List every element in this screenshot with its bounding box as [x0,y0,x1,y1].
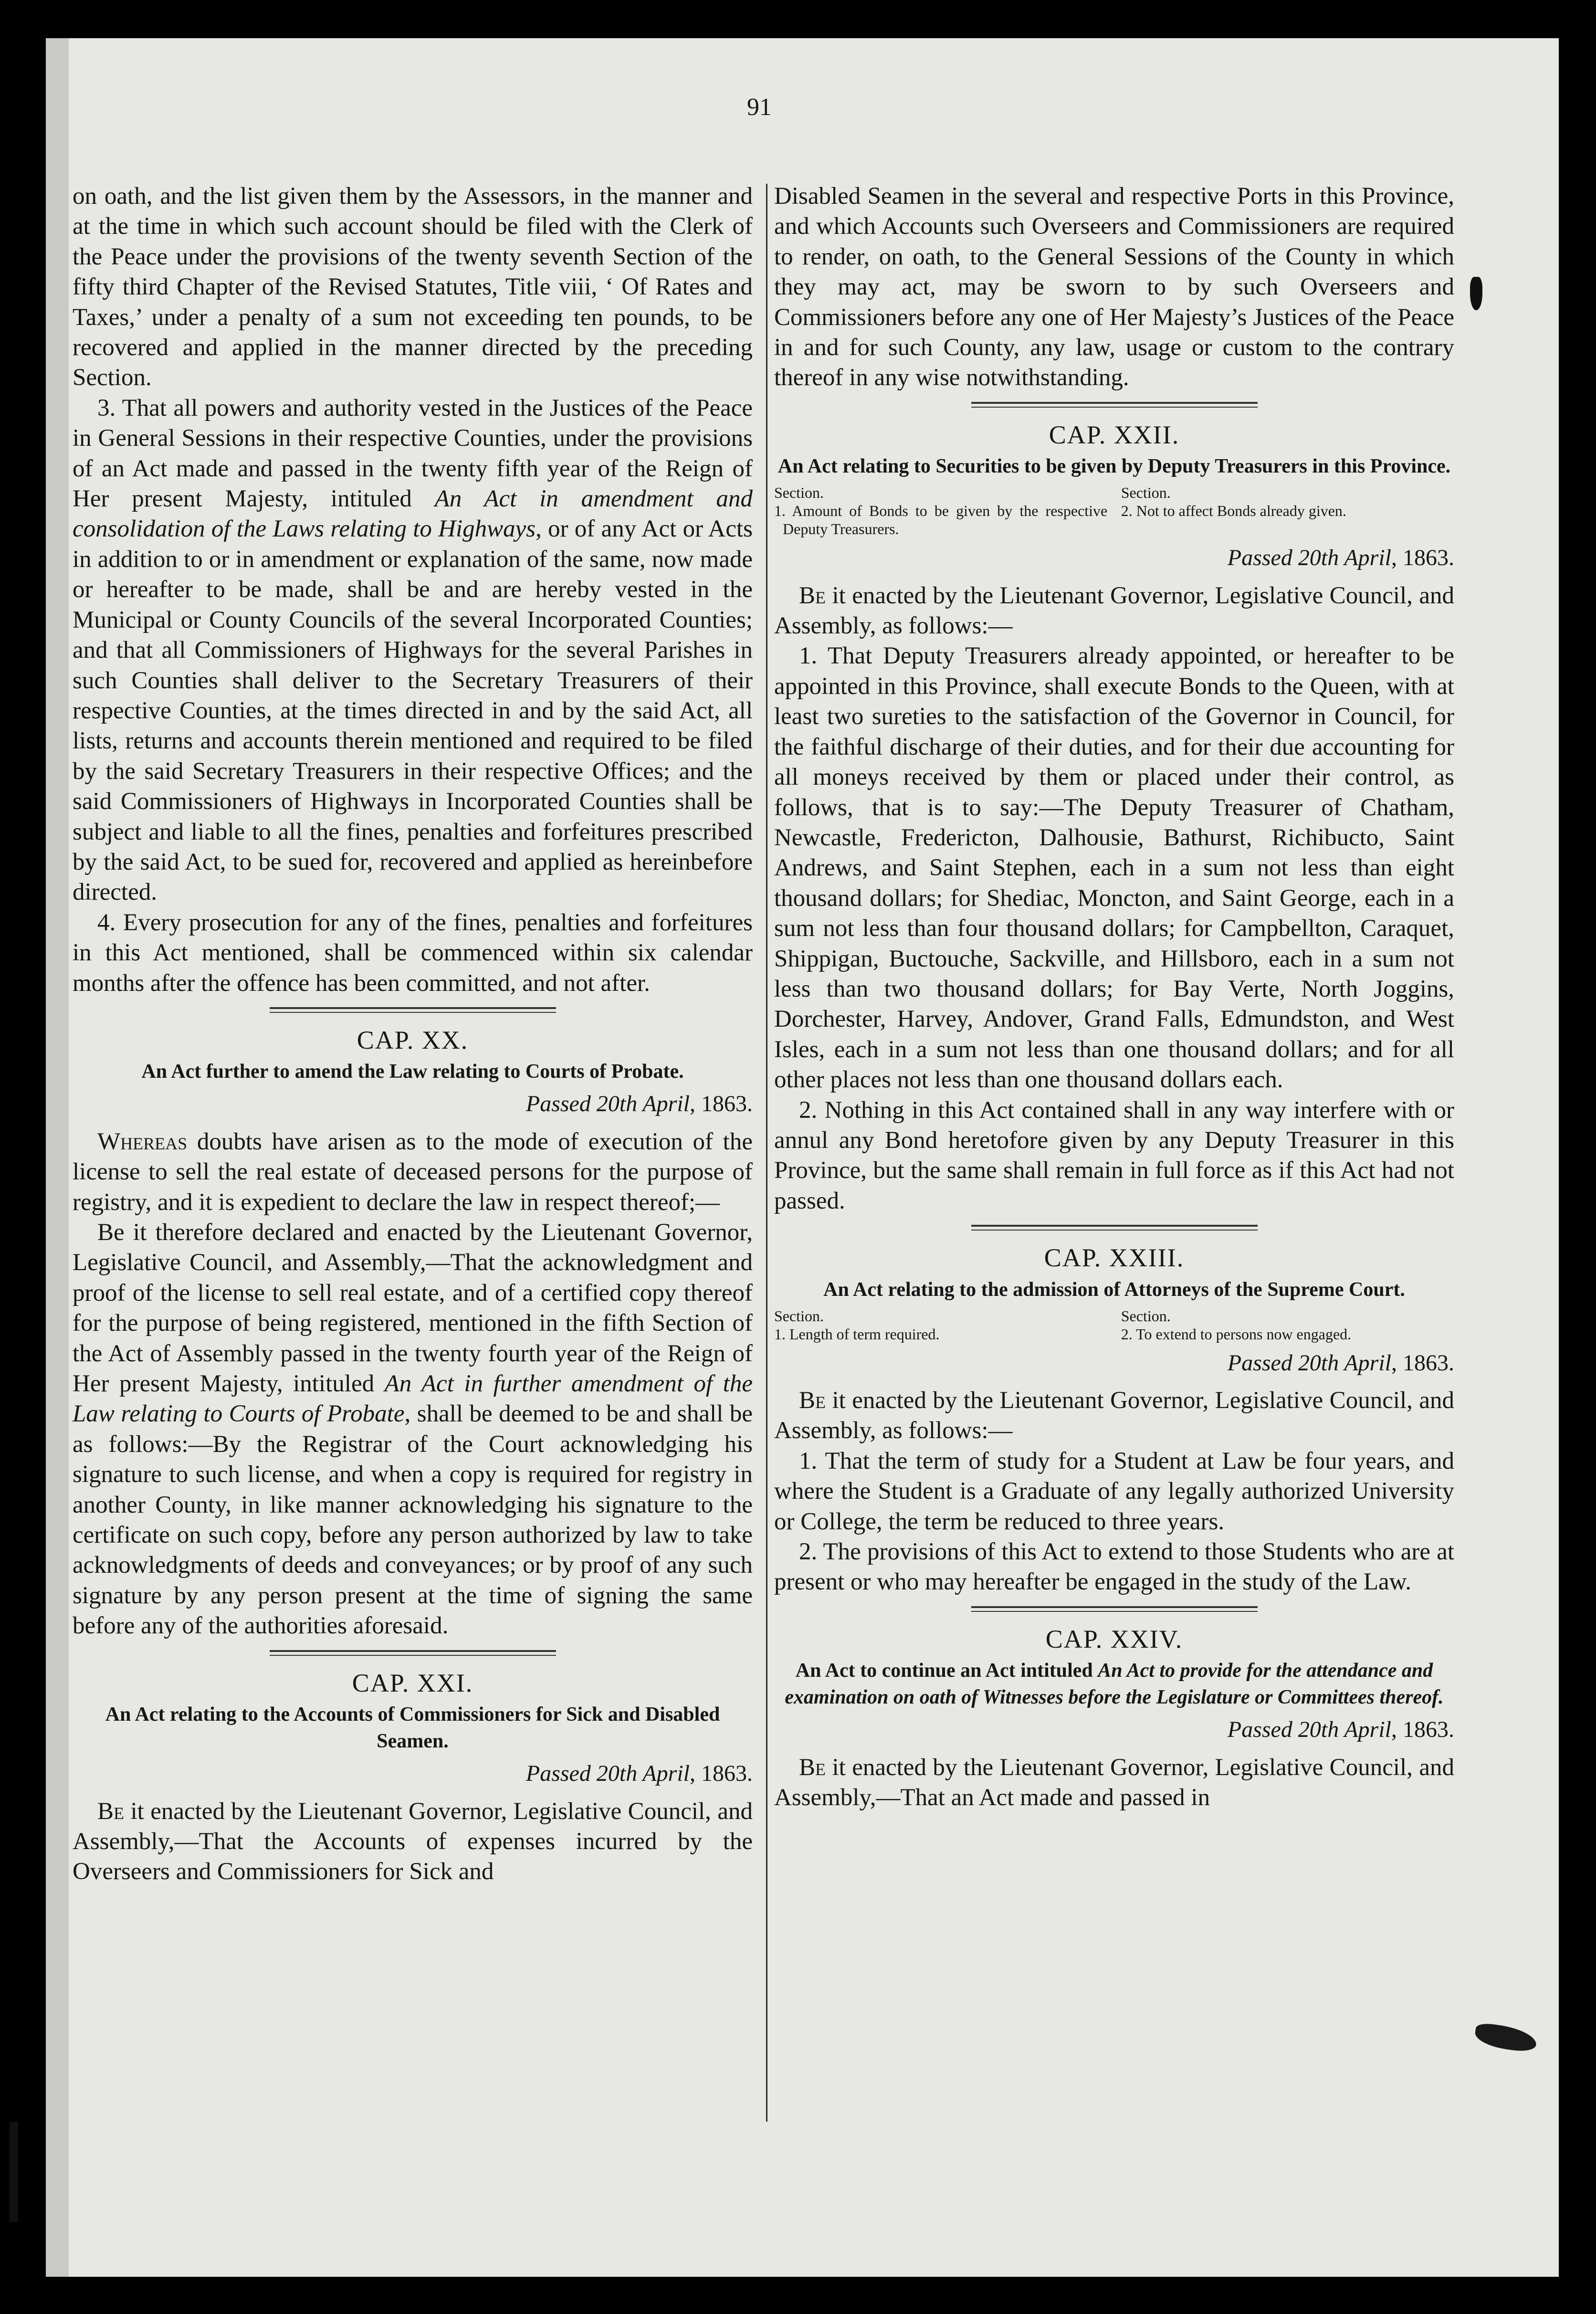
section-index-item: 1. Length of term required. [774,1325,940,1343]
chapter-heading: CAP. XXIV. [1045,1624,1183,1653]
act-title: An Act to continue an Act intituled An Act to provide for the attendance and examination on oath of Witnesses before the Legislature or Committees thereof. [785,1660,1444,1709]
paragraph: Disabled Seamen in the several and respective Ports in this Province, and which Accounts such Overseers and Commissioners are required to render, on oath, to the General Sessions of the County in which they may act, may be sworn to by such Overseers and Commissioners before any one of Her Majesty’s Justices of the Peace in and for such County, any law, usage or custom to the contrary thereof in any wise notwithstanding. [774,183,1454,391]
paragraph: 3. That all powers and authority vested in the Justices of the Peace in General Sessions in their respective Counties, under the provisions of an Act made and passed in the twenty fifth year of the Reign of Her present Majesty, intituled An Act in amendment and consolidation of the Laws relating to Highways, or of any Act or Acts in addition to or in amendment or explanation of the same, now made or hereafter to be made, shall be and are hereby vested in the Municipal or County Councils of the several Incorporated Counties; and that all Commissioners of Highways for the several Parishes in such Counties shall deliver to the Secretary Treasurers of their respective Counties, at the times directed in and by the said Act, all lists, returns and accounts therein mentioned and required to be filed by the said Secretary Treasurers in their respective Offices; and the said Commissioners of Highways in Incorporated Counties shall be subject and liable to all the fines, penalties and forfeitures prescribed by the said Act, to be sued for, recovered and applied as hereinbefore directed. [73,394,753,906]
page-gutter [46,38,69,2277]
section-index-head: Section. [774,484,824,502]
left-column [73,181,753,1887]
section-index [774,484,1454,538]
scan-edge-mark [10,2122,18,2222]
paragraph: 2. Nothing in this Act contained shall in any way interfere with or annul any Bond heretofore given by any Deputy Treasurer in this Province, but the same shall remain in full force as if this Act had not passed. [774,1096,1454,1214]
ink-blot-mark [1470,277,1482,310]
chapter-heading: CAP. XX. [357,1025,469,1054]
passed-date: Passed 20th April, 1863. [1227,1717,1454,1743]
passed-date: Passed 20th April, 1863. [525,1761,753,1787]
section-divider [270,1650,556,1656]
section-index [774,1307,1454,1343]
act-title: An Act relating to the Accounts of Commissioners for Sick and Disabled Seamen. [105,1704,720,1753]
section-divider [270,1007,556,1013]
section-index-item: 2. Not to affect Bonds already given. [1121,502,1346,520]
page-number: 91 [747,94,772,121]
passed-date: Passed 20th April, 1863. [525,1091,753,1117]
section-index-item: 2. To extend to persons now engaged. [1121,1325,1352,1343]
paragraph: Be it enacted by the Lieutenant Governor, Legislative Council, and Assembly,—That the Accounts of expenses incurred by the Overseers and Commissioners for Sick and [73,1798,753,1885]
chapter-heading: CAP. XXI. [352,1668,473,1697]
paragraph: Be it therefore declared and enacted by the Lieutenant Governor, Legislative Council, and Assembly,—That the acknowledgment and proof of the license to sell real estate, and of a certified copy thereof for the purpose of being registered, mentioned in the fifth Section of the Act of Assembly passed in the twenty fourth year of the Reign of Her present Majesty, intituled An Act in further amendment of the Law relating to Courts of Probate, shall be deemed to be and shall be as follows:—By the Registrar of the Court acknowledging his signature to such license, and when a copy is required for registry in another County, in like manner acknowledging his signature to the certificate on such copy, before any person authorized by law to take acknowledgments of deeds and conveyances; or by proof of any such signature by any person present at the time of signing the same before any of the authorities aforesaid. [73,1219,753,1640]
paragraph: Be it enacted by the Lieutenant Governor, Legislative Council, and Assembly, as follows:— [774,1387,1454,1444]
section-index-head: Section. [1121,484,1171,502]
section-divider [971,1225,1258,1231]
passed-date: Passed 20th April, 1863. [1227,1350,1454,1376]
paragraph: on oath, and the list given them by the Assessors, in the manner and at the time in which such account should be filed with the Clerk of the Peace under the provisions of the twenty seventh Section of the fifty third Chapter of the Revised Statutes, Title viii, ‘ Of Rates and Taxes,’ under a penalty of a sum not exceeding ten pounds, to be recovered and applied in the manner directed by the preceding Section. [73,183,753,391]
column-rule [766,184,767,2122]
passed-date: Passed 20th April, 1863. [1227,545,1454,571]
right-column [774,181,1454,1813]
section-index-head: Section. [1121,1307,1171,1325]
paragraph: 1. That Deputy Treasurers already appointed, or hereafter to be appointed in this Province, shall execute Bonds to the Queen, with at least two sureties to the satisfaction of the Governor in Council, for the faithful discharge of their duties, and for their due accounting for all moneys received by them or placed under their control, as follows, that is to say:—The Deputy Treasurer of Chatham, Newcastle, Fredericton, Dalhousie, Bathurst, Richibucto, Saint Andrews, and Saint Stephen, each in a sum not less than eight thousand dollars; for Shediac, Moncton, and Saint George, each in a sum not less than four thousand dollars; for Campbellton, Caraquet, Shippigan, Buctouche, Sackville, and Hillsboro, each in a sum not less than two thousand dollars; for Bay Verte, North Joggins, Dorchester, Harvey, Andover, Grand Falls, Edmundston, and West Isles, each in a sum not less than one thousand dollars; and for all other places not less than one thousand dollars each. [774,642,1454,1094]
paragraph: 2. The provisions of this Act to extend to those Students who are at present or who may hereafter be engaged in the study of the Law. [774,1538,1454,1596]
section-divider [971,402,1258,408]
section-index-head: Section. [774,1307,824,1325]
act-title: An Act relating to Securities to be given by Deputy Treasurers in this Province. [777,455,1451,478]
paragraph: 4. Every prosecution for any of the fines, penalties and forfeitures in this Act mentioned, shall be commenced within six calendar months after the offence has been committed, and not after. [73,909,753,997]
paragraph: Be it enacted by the Lieutenant Governor, Legislative Council, and Assembly,—That an Act made and passed in [774,1754,1454,1811]
section-divider [971,1606,1258,1612]
chapter-heading: CAP. XXII. [1049,420,1180,449]
chapter-heading: CAP. XXIII. [1044,1243,1185,1273]
paragraph: Be it enacted by the Lieutenant Governor, Legislative Council, and Assembly, as follows:— [774,582,1454,640]
act-title: An Act relating to the admission of Attorneys of the Supreme Court. [823,1278,1405,1301]
paragraph: 1. That the term of study for a Student at Law be four years, and where the Student is a Graduate of any legally authorized University or College, the term be reduced to three years. [774,1447,1454,1535]
paragraph: Whereas doubts have arisen as to the mode of execution of the license to sell the real estate of deceased persons for the purpose of registry, and it is expedient to declare the law in respect thereof;— [73,1128,753,1216]
section-index-item: 1. Amount of Bonds to be given by the respective Deputy Treasurers. [774,502,1108,538]
act-title: An Act further to amend the Law relating to Courts of Probate. [141,1061,684,1083]
